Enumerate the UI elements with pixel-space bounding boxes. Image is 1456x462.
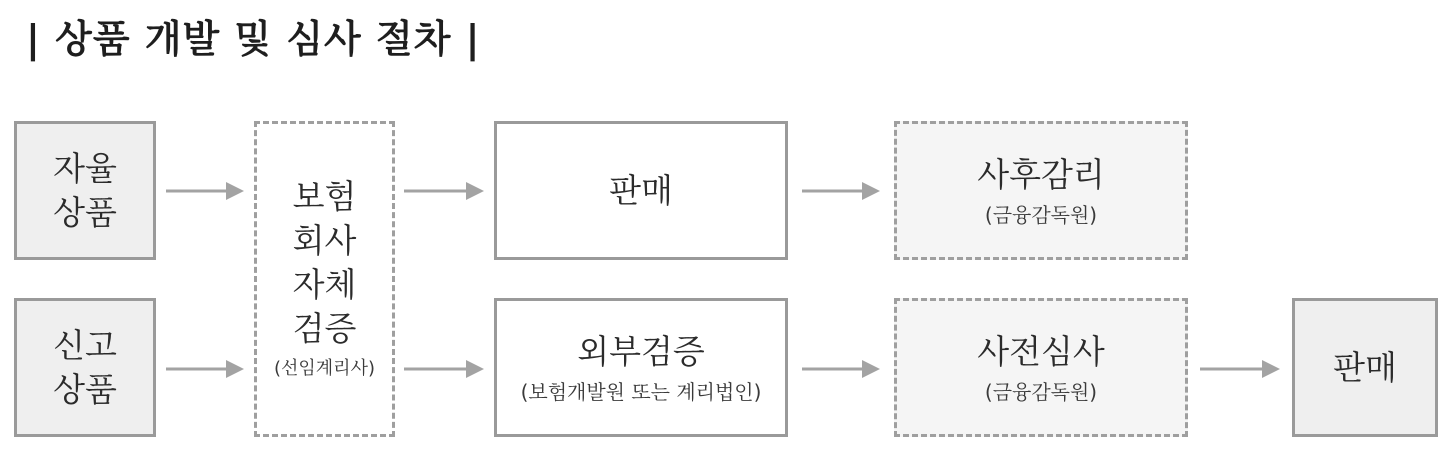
filing-product-label-2: 상품 bbox=[53, 369, 117, 409]
external-verification-label: 외부검증 bbox=[577, 331, 705, 371]
autonomous-product-label-2: 상품 bbox=[53, 192, 117, 232]
sale-top-label: 판매 bbox=[609, 170, 673, 210]
self-verification-sub: (선임계리사) bbox=[274, 358, 375, 379]
arrowhead-2 bbox=[466, 182, 484, 200]
post-review-sub: (금융감독원) bbox=[984, 202, 1098, 227]
arrowhead-4 bbox=[226, 360, 244, 378]
autonomous-product-label-1: 자율 bbox=[53, 148, 117, 188]
arrowhead-7 bbox=[1262, 360, 1280, 378]
self-verification-label-3: 자체 bbox=[292, 265, 357, 304]
pre-review-label: 사전심사 bbox=[977, 331, 1105, 371]
arrowhead-3 bbox=[862, 182, 880, 200]
sale-final-label: 판매 bbox=[1333, 347, 1397, 387]
external-verification-sub: (보험개발원 또는 계리법인) bbox=[520, 379, 762, 404]
post-review-label: 사후감리 bbox=[977, 154, 1105, 194]
self-verification-label-1: 보험 bbox=[292, 177, 357, 216]
page-title: | 상품 개발 및 심사 절차 | bbox=[26, 17, 481, 61]
arrowhead-6 bbox=[862, 360, 880, 378]
filing-product-label-1: 신고 bbox=[53, 325, 117, 365]
arrowhead-1 bbox=[226, 182, 244, 200]
arrowhead-5 bbox=[466, 360, 484, 378]
self-verification-label-4: 검증 bbox=[292, 309, 357, 348]
pre-review-sub: (금융감독원) bbox=[984, 379, 1098, 404]
self-verification-label-2: 회사 bbox=[292, 221, 357, 260]
